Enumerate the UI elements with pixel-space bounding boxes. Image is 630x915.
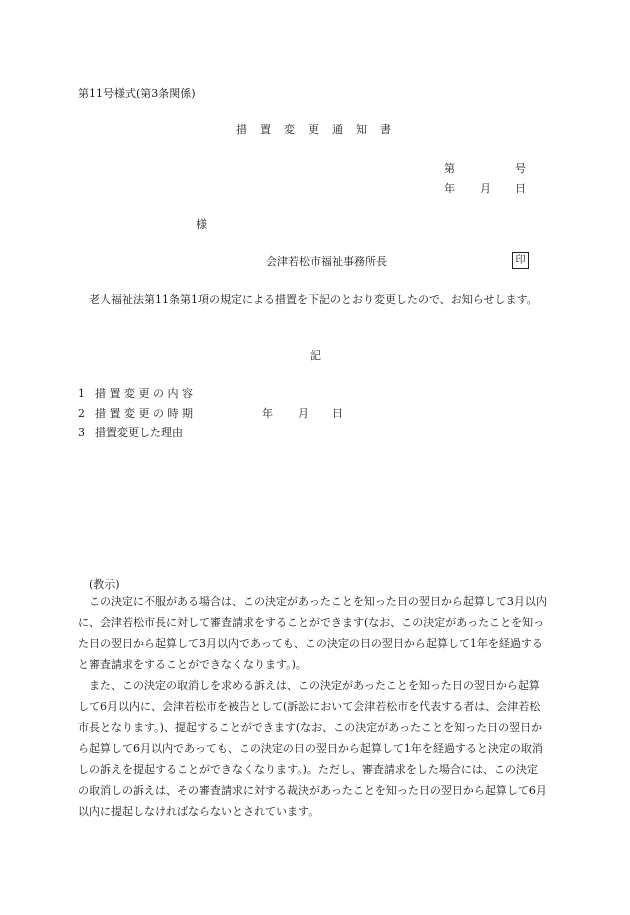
item-label: 措置変更した理由 bbox=[95, 426, 183, 439]
instruction-paragraph-1: この決定に不服がある場合は、この決定があったことを知った日の翌日から起算して3月以内に、会津若松市長に対して審査請求をすることができます(なお、この決定があったことを知った日の翌日から起算して3月以内であっても、この決定の日の翌日から起算して1年を経過すると審査請求をすることができなくなります。)。 bbox=[78, 595, 547, 671]
item-number: 1 bbox=[78, 387, 85, 400]
header-year: 年 bbox=[444, 182, 455, 195]
issuer-name: 会津若松市福祉事務所長 bbox=[266, 255, 387, 268]
title-char: 置 bbox=[260, 123, 271, 136]
item-number: 2 bbox=[78, 407, 85, 420]
document-title bbox=[236, 123, 404, 137]
title-char: 書 bbox=[380, 123, 391, 136]
number-prefix: 第 bbox=[444, 162, 455, 175]
header-day: 日 bbox=[515, 182, 526, 195]
title-char: 措 bbox=[236, 123, 247, 136]
item-number: 3 bbox=[78, 426, 85, 439]
item-date-month: 月 bbox=[298, 407, 309, 420]
form-number: 第11号様式(第3条関係) bbox=[78, 87, 196, 100]
item-label: 措 置 変 更 の 時 期 bbox=[95, 407, 193, 420]
title-char: 更 bbox=[308, 123, 319, 136]
seal-mark: 印 bbox=[512, 252, 529, 269]
notice-body: 老人福祉法第11条第1項の規定による措置を下記のとおり変更したので、お知らせします。 bbox=[89, 293, 538, 306]
title-char: 通 bbox=[332, 123, 343, 136]
addressee-suffix: 様 bbox=[196, 218, 207, 231]
instruction-paragraph-2: また、この決定の取消しを求める訴えは、この決定があったことを知った日の翌日から起算して6月以内に、会津若松市を被告として(訴訟において会津若松市を代表する者は、会津若松市長となります。)、提起することができます(なお、この決定があったことを知った日の翌日から起算して6月以内であっても、この決定の日の翌日から起算して1年を経過すると決定の取消しの訴えを提起することができなくなります。)。ただし、審査請求をした場合には、この決定の取消しの訴えは、その審査請求に対する裁決があったことを知った日の翌日から起算して6月以内に提起しなければならないとされています。 bbox=[78, 679, 547, 818]
item-label: 措 置 変 更 の 内 容 bbox=[95, 387, 193, 400]
item-date-year: 年 bbox=[262, 407, 273, 420]
title-char: 知 bbox=[356, 123, 367, 136]
title-char: 変 bbox=[284, 123, 295, 136]
item-date-day: 日 bbox=[332, 407, 343, 420]
ki-heading: 記 bbox=[310, 349, 321, 362]
instruction-heading: (教示) bbox=[89, 578, 120, 591]
header-month: 月 bbox=[480, 182, 491, 195]
number-suffix: 号 bbox=[515, 162, 526, 175]
